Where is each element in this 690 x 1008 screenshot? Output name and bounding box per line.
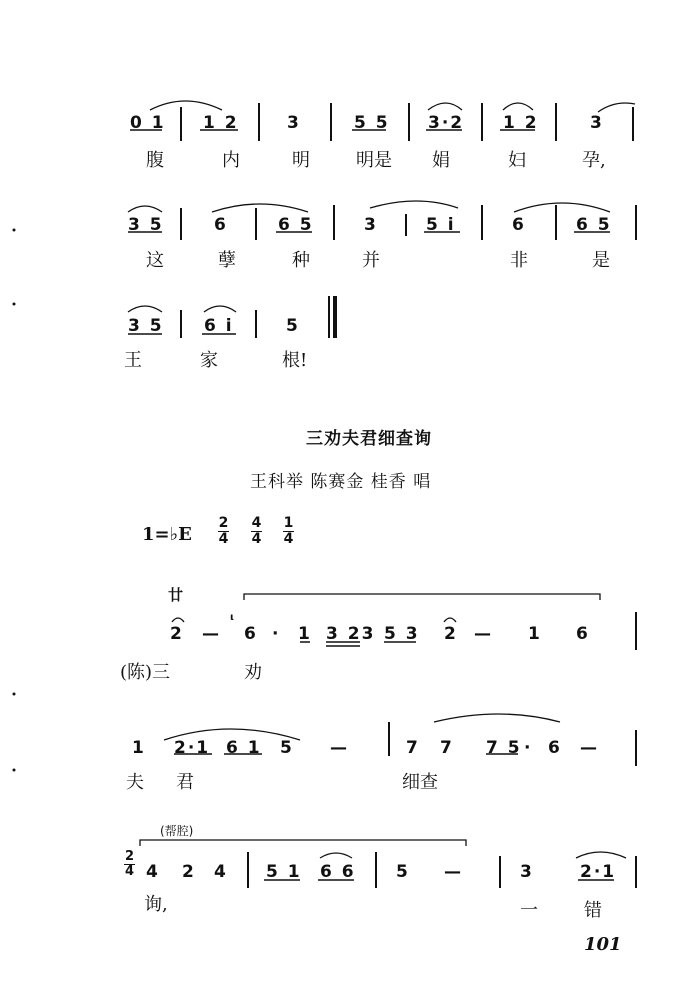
dash: —	[202, 624, 221, 644]
chorus-annotation: (帮腔)	[160, 824, 194, 838]
lyric: 孕,	[582, 150, 606, 171]
lyric: 夫	[126, 772, 144, 793]
note-group: 3·2	[428, 113, 465, 133]
lyric: 是	[592, 250, 610, 271]
note: 7	[440, 738, 454, 758]
note-group: 1 2	[203, 113, 239, 133]
note-group: 6 5	[278, 215, 314, 235]
dash: —	[444, 862, 463, 882]
note: 3	[520, 862, 534, 882]
note: 1	[298, 624, 312, 644]
lyric: 明是	[356, 150, 392, 171]
dot: ·	[272, 624, 281, 644]
meter-2-4	[124, 850, 135, 879]
note-group: 7 5	[486, 738, 522, 758]
note: 5	[396, 862, 410, 882]
note: 1	[528, 624, 542, 644]
lyric: 孽	[218, 250, 236, 271]
note: 5	[280, 738, 294, 758]
lyric: 劝	[244, 662, 262, 683]
note-group: 6 1	[226, 738, 262, 758]
note-group: 3	[590, 113, 604, 133]
lyric: 细查	[402, 772, 438, 793]
dash: —	[474, 624, 493, 644]
lyric: 明	[292, 150, 310, 171]
note-group: 0 1	[130, 113, 166, 133]
note-group: 3 5	[128, 215, 164, 235]
note-group: 5 3	[384, 624, 420, 644]
song-credits: 王科举 陈赛金 桂香 唱	[250, 472, 432, 492]
note-group: 1 2	[503, 113, 539, 133]
dash: —	[580, 738, 599, 758]
lyric: 错	[584, 900, 602, 921]
note: 7	[406, 738, 420, 758]
lyric: 根!	[282, 350, 308, 371]
note: 1	[132, 738, 146, 758]
lyric: 内	[222, 150, 240, 171]
note: 6	[548, 738, 562, 758]
lyric: 这	[146, 250, 164, 271]
note-group: 6	[214, 215, 228, 235]
grace-note: ι	[230, 612, 234, 623]
free-rhythm-mark: 廿	[168, 586, 184, 604]
meter-top: 4	[251, 515, 262, 531]
note-group: 5 5	[354, 113, 390, 133]
note-group: 2·1	[580, 862, 617, 882]
lyric: 非	[510, 250, 528, 271]
lyric: 并	[362, 250, 380, 271]
note: 2	[182, 862, 196, 882]
meter-1-4	[283, 516, 294, 547]
note-group: 6 i	[204, 316, 234, 336]
lyric: 询,	[144, 894, 168, 915]
lyric: 妇	[508, 150, 526, 171]
lyric: 君	[176, 772, 194, 793]
note-group: 5 1	[266, 862, 302, 882]
meter-top: 2	[218, 515, 229, 531]
note: 4	[146, 862, 160, 882]
meter-bottom: 4	[218, 531, 229, 547]
dash: —	[330, 738, 349, 758]
meter-2-4	[218, 516, 229, 547]
meter-bottom: 4	[124, 864, 135, 879]
note-group: 6 6	[320, 862, 356, 882]
note-group: 3 5	[128, 316, 164, 336]
meter-top: 2	[124, 849, 135, 864]
meter-4-4	[251, 516, 262, 547]
note: 6	[244, 624, 258, 644]
lyric: 种	[292, 250, 310, 271]
note-group: 6 5	[576, 215, 612, 235]
lyric: 娟	[432, 150, 450, 171]
stray-specks	[13, 229, 16, 772]
lyric: (陈)三	[120, 662, 171, 683]
lyric: 一	[520, 900, 538, 921]
note: 6	[576, 624, 590, 644]
lyric: 王	[124, 350, 142, 371]
note-group: 6	[512, 215, 526, 235]
note: 2	[444, 624, 458, 644]
meter-top: 1	[283, 515, 294, 531]
note-group: 5	[286, 316, 300, 336]
note: 2	[170, 624, 184, 644]
meter-bottom: 4	[283, 531, 294, 547]
page-number: 101	[584, 934, 622, 955]
note-group: 5 i	[426, 215, 456, 235]
note: 4	[214, 862, 228, 882]
note-group: 3	[364, 215, 378, 235]
song-title: 三劝夫君细查询	[306, 429, 432, 449]
meter-bottom: 4	[251, 531, 262, 547]
key-label: 1=♭E	[142, 524, 192, 545]
lyric: 家	[200, 350, 218, 371]
note-group: 3 23	[326, 624, 376, 644]
note-group: 3	[287, 113, 301, 133]
note-group: 2·1	[174, 738, 211, 758]
dot: ·	[524, 738, 533, 758]
lyric: 腹	[146, 150, 164, 171]
